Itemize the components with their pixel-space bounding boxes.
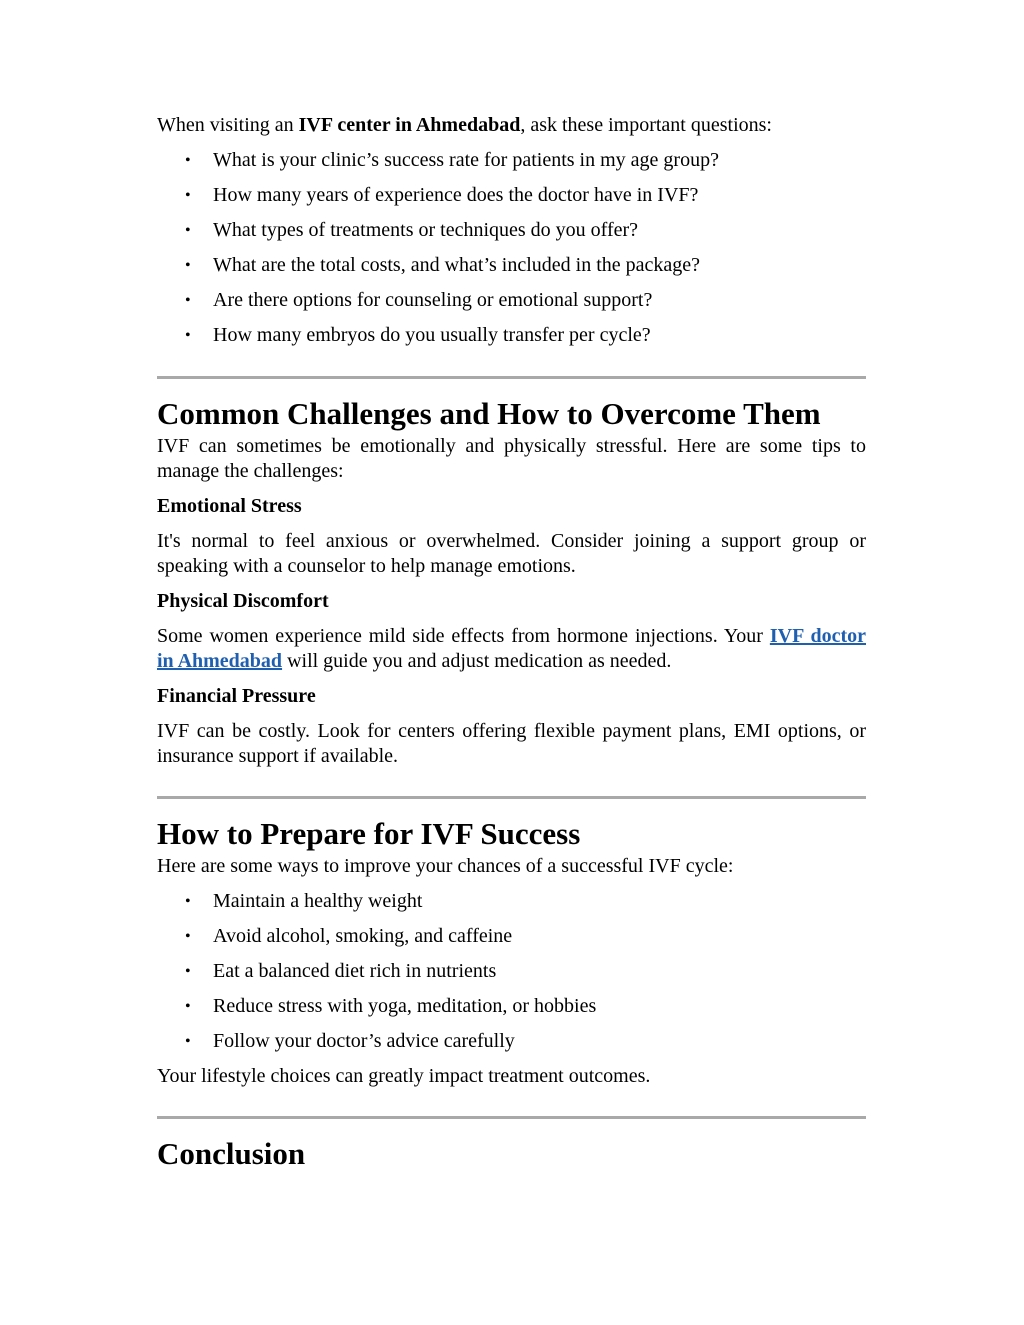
list-item (157, 959, 866, 984)
bullet-icon: • (185, 327, 191, 344)
bullet-icon: • (185, 257, 191, 274)
bullet-icon: • (185, 187, 191, 204)
list-item-text: What is your clinic’s success rate for patients in my age group? (213, 149, 719, 171)
physical-text-after: will guide you and adjust medication as needed. (282, 650, 672, 672)
list-item-text: Maintain a healthy weight (213, 890, 423, 912)
prepare-intro: Here are some ways to improve your chances of a successful IVF cycle: (157, 855, 734, 877)
list-item (157, 218, 866, 243)
bullet-icon: • (185, 1033, 191, 1050)
list-item-text: Avoid alcohol, smoking, and caffeine (213, 925, 513, 947)
list-item-text: What are the total costs, and what’s included in the package? (213, 254, 701, 276)
emotional-stress-text: It's normal to feel anxious or overwhelmed. Consider joining a support group or speaking with a counselor to help manage emotions. (157, 530, 866, 577)
emotional-stress-heading: Emotional Stress (157, 495, 302, 517)
intro-suffix: , ask these important questions: (520, 114, 772, 136)
questions-list (157, 148, 866, 348)
list-item (157, 924, 866, 949)
section-divider (157, 796, 866, 799)
prepare-closing: Your lifestyle choices can greatly impact treatment outcomes. (157, 1065, 651, 1087)
list-item (157, 288, 866, 313)
challenges-intro: IVF can sometimes be emotionally and physically stressful. Here are some tips to manage the challenges: (157, 435, 866, 482)
bullet-icon: • (185, 152, 191, 169)
list-item (157, 183, 866, 208)
physical-discomfort-heading: Physical Discomfort (157, 590, 329, 612)
physical-text-before: Some women experience mild side effects from hormone injections. Your (157, 625, 770, 647)
section-divider (157, 376, 866, 379)
bullet-icon: • (185, 222, 191, 239)
intro-bold-term: IVF center in Ahmedabad (298, 114, 521, 136)
bullet-icon: • (185, 998, 191, 1015)
document-page (157, 113, 866, 1174)
list-item (157, 889, 866, 914)
list-item (157, 148, 866, 173)
tips-list (157, 889, 866, 1054)
section-divider (157, 1116, 866, 1119)
physical-discomfort-text (157, 624, 866, 674)
list-item (157, 323, 866, 348)
intro-prefix: When visiting an (157, 114, 299, 136)
list-item-text: Follow your doctor’s advice carefully (213, 1030, 515, 1052)
prepare-heading: How to Prepare for IVF Success (157, 816, 581, 851)
list-item-text: How many years of experience does the doctor have in IVF? (213, 184, 699, 206)
bullet-icon: • (185, 893, 191, 910)
list-item-text: Are there options for counseling or emotional support? (213, 289, 653, 311)
ivf-doctor-link[interactable]: IVF doctor in Ahmedabad (157, 625, 866, 672)
intro-paragraph (157, 113, 866, 138)
list-item-text: How many embryos do you usually transfer per cycle? (213, 324, 651, 346)
conclusion-heading: Conclusion (157, 1136, 306, 1171)
financial-pressure-heading: Financial Pressure (157, 685, 316, 707)
list-item (157, 994, 866, 1019)
bullet-icon: • (185, 963, 191, 980)
list-item-text: Reduce stress with yoga, meditation, or hobbies (213, 995, 597, 1017)
bullet-icon: • (185, 292, 191, 309)
financial-pressure-text: IVF can be costly. Look for centers offering flexible payment plans, EMI options, or insurance support if available. (157, 720, 866, 767)
list-item-text: What types of treatments or techniques do you offer? (213, 219, 639, 241)
list-item (157, 253, 866, 278)
list-item (157, 1029, 866, 1054)
list-item-text: Eat a balanced diet rich in nutrients (213, 960, 497, 982)
bullet-icon: • (185, 928, 191, 945)
challenges-heading: Common Challenges and How to Overcome Them (157, 396, 821, 431)
